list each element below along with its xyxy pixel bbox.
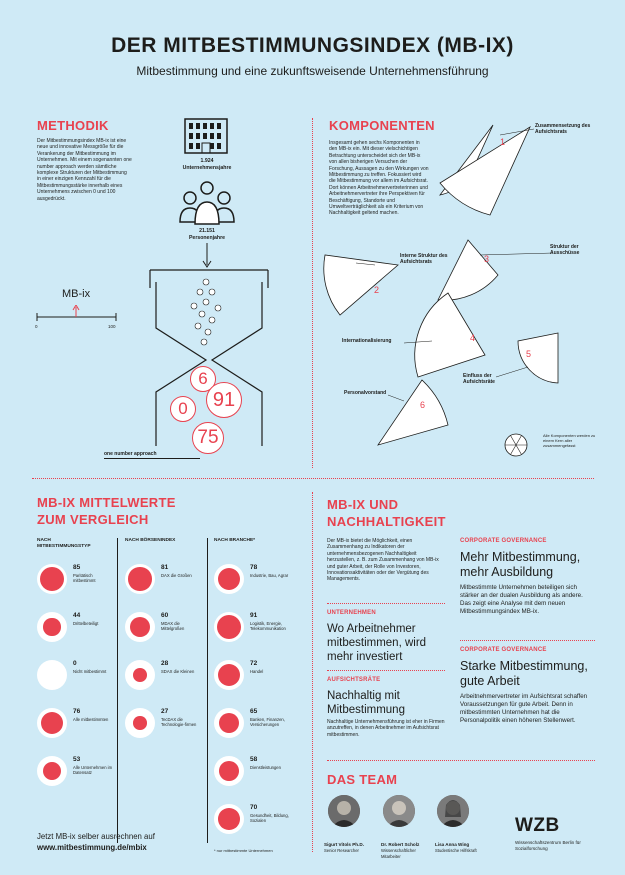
mb-ix-circle [37, 756, 67, 786]
nh-divider-1 [327, 603, 445, 604]
components-legend-text: Alle Komponenten werden zu einem Kern aller zusammengefasst [543, 433, 596, 448]
mb-ix-value: 53 [73, 756, 81, 763]
mb-ix-value: 70 [250, 804, 258, 811]
unternehmensjahre-label: Unternehmensjahre [182, 165, 232, 171]
mb-ix-label: Industrie, Bau, Agrar [250, 573, 289, 578]
component-label-4: Internationalisierung [342, 338, 392, 344]
mb-ix-value: 78 [250, 564, 258, 571]
member-name-3: Lisa Anna Wing [435, 842, 470, 847]
mittelwerte-column-header: NACH MITBESTIMMUNGSTYP [37, 538, 91, 549]
components-legend-icon [505, 434, 527, 456]
mb-ix-dot [130, 617, 150, 637]
components-diagram [320, 115, 610, 460]
mb-ix-label: Handel [250, 669, 264, 674]
divider-horizontal [32, 478, 594, 479]
aufsichtsraete-head: Nachhaltig mit Mitbestimmung [327, 690, 405, 716]
component-label-2: Interne Struktur des Aufsichtsrats [400, 253, 448, 265]
mb-ix-dot [133, 716, 147, 730]
mb-ix-value: 28 [161, 660, 169, 667]
component-label-6: Personalvorstand [344, 390, 387, 396]
team-divider [327, 760, 595, 761]
component-num-5: 5 [526, 349, 532, 359]
scale-axis [34, 305, 122, 335]
column-divider-1 [117, 538, 118, 843]
ball-75: 75 [192, 422, 224, 454]
mittelwerte-row [214, 756, 304, 792]
mb-ix-dot [218, 664, 240, 686]
mittelwerte-column-typ [37, 538, 115, 776]
avatar-scholz [383, 795, 415, 827]
mb-ix-circle [214, 660, 244, 690]
component-num-3: 3 [484, 254, 490, 264]
mittelwerte-row [214, 612, 304, 648]
page-title: DER MITBESTIMMUNGSINDEX (MB-IX) [111, 34, 514, 57]
mittelwerte-footnote: * nur mitbestimmte Unternehmen [214, 848, 273, 853]
ball-91: 91 [206, 382, 242, 418]
mittelwerte-row [125, 708, 205, 744]
divider-vertical-top [312, 118, 313, 468]
member-name-2: Dr. Robert Scholz [381, 842, 420, 847]
mittelwerte-row [37, 756, 115, 792]
unternehmen-label: UNTERNEHMEN [327, 610, 376, 616]
cg2-text: Arbeitnehmervertreter im Aufsichtsrat schaffen Voraussetzungen für gute Arbeit. Denn in mitbestimmten Unternehmen hat die Personalpolitik einen höheren Stellenwert. [460, 693, 588, 724]
nachhaltigkeit-intro: Der MB-ix bietet die Möglichkeit, einen Zusammenhang zu Indikatoren der unternehmensbezogenen Nachhaltigkeit herzustellen, z. B. zum Zusammenhang von MB-ix und guter Arbeit, der Rolle von Investoren, Innovationsaktivitäten oder der Vergütung des Managements. [327, 538, 439, 583]
mb-ix-label: Dienstleistungen [250, 765, 281, 770]
mittelwerte-row [214, 660, 304, 696]
scale-label: MB-ix [62, 288, 91, 300]
mb-ix-dot [133, 668, 147, 682]
mb-ix-value: 0 [73, 660, 77, 667]
component-num-2: 2 [374, 285, 380, 295]
cta-link[interactable]: www.mitbestimmung.de/mbix [37, 843, 147, 852]
component-num-4: 4 [470, 333, 476, 343]
personenjahre-value: 21.151 [199, 228, 215, 234]
mb-ix-value: 76 [73, 708, 81, 715]
mb-ix-dot [219, 713, 240, 734]
scale-min: 0 [35, 324, 38, 329]
mittelwerte-column-boerse [125, 538, 205, 728]
member-name-1: Sigurt Vitols Ph.D. [324, 842, 364, 847]
mb-ix-dot [40, 567, 64, 591]
mb-ix-value: 65 [250, 708, 258, 715]
komponenten-text: Insgesamt gehen sechs Komponenten in den MB-ix ein. Mit dieser vielschichtigen Betrachtung unterscheidet sich der MB-ix von allen bisherigen Versuchen der Forschung, Aussagen zu den Wirkungen von Mitbestimmung zu treffen. Fokussiert wird die Mitbestimmung vor allem im Aufsichtsrat. Dort können Arbeitnehmervertreterinnen und Arbeitnehmervertreter ihre Perspektiven für Beschäftigung, Standorte und Umweltverträglichkeit als ein Kriterium von Nachhaltigkeit geltend machen. [329, 140, 429, 217]
mittelwerte-row [37, 708, 115, 744]
cg2-label: CORPORATE GOVERNANCE [460, 647, 547, 653]
building-icon [183, 117, 231, 157]
mb-ix-dot [43, 762, 62, 781]
mittelwerte-column-header: NACH BÖRSENINDEX [125, 538, 176, 543]
divider-vertical-bottom [312, 492, 313, 852]
mb-ix-label: Drittelbeteiligt [73, 621, 99, 626]
mittelwerte-row [125, 660, 205, 696]
mb-ix-label: SDAX die Kleinen [161, 669, 195, 674]
mb-ix-value: 85 [73, 564, 81, 571]
nachhaltigkeit-heading-2: NACHHALTIGKEIT [327, 514, 446, 529]
mb-ix-dot [217, 615, 242, 640]
cta-text: Jetzt MB-ix selber ausrechnen auf [37, 832, 155, 841]
mittelwerte-row [214, 564, 304, 600]
mb-ix-value: 91 [250, 612, 258, 619]
mb-ix-value: 72 [250, 660, 258, 667]
arrow-down-icon [200, 243, 214, 269]
mb-ix-label: Paritätisch mitbestimmt [73, 573, 96, 584]
unternehmen-head: Wo Arbeitnehmer mitbestimmen, wird mehr investiert [327, 623, 427, 663]
mb-ix-circle [125, 612, 155, 642]
avatar-vitols [328, 795, 360, 827]
component-label-3: Struktur der Ausschüsse [550, 244, 580, 256]
mb-ix-circle [125, 564, 155, 594]
personenjahre-label: Personenjahre [188, 235, 226, 241]
ball-0: 0 [170, 396, 196, 422]
mb-ix-label: Banken, Finanzen, Versicherungen [250, 717, 285, 728]
mittelwerte-column-branche [214, 538, 304, 824]
mittelwerte-heading-1: MB-IX MITTELWERTE [37, 495, 176, 510]
page-subtitle: Mitbestimmung und eine zukunftsweisende Unternehmensführung [136, 64, 489, 78]
mb-ix-value: 27 [161, 708, 169, 715]
mb-ix-label: Gesundheit, Bildung, Sozialen [250, 813, 289, 824]
cg1-label: CORPORATE GOVERNANCE [460, 538, 547, 544]
mb-ix-circle [37, 708, 67, 738]
mb-ix-label: Alle Unternehmen im Datensatz [73, 765, 113, 776]
team-heading: DAS TEAM [327, 772, 398, 787]
mb-ix-circle [214, 708, 244, 738]
mb-ix-circle [214, 756, 244, 786]
unternehmensjahre-value: 1.924 [200, 158, 214, 164]
mb-ix-dot [218, 808, 240, 830]
mb-ix-circle [214, 612, 244, 642]
mb-ix-circle [214, 564, 244, 594]
methodik-heading: METHODIK [37, 118, 109, 133]
methodik-text: Der Mitbestimmungsindex MB-ix ist eine neue und innovative Messgröße für die Verankerung der Mitbestimmung im Unternehmen. Mit einem sogenannten one number approach werden sämtliche komplexe Strukturen der Mitbestimmung in einer einzigen Kennzahl für die Mitbestimmungsstärke innerhalb eines Unternehmens zwischen 0 und 100 ausgedrückt. [37, 138, 132, 202]
mb-ix-value: 81 [161, 564, 169, 571]
mb-ix-dot [43, 618, 60, 635]
mb-ix-label: DAX die Großen [161, 573, 192, 578]
wzb-logo: WZB [515, 815, 560, 836]
mittelwerte-row [125, 564, 205, 600]
approach-label: one number approach [104, 451, 157, 457]
mb-ix-circle [214, 804, 244, 834]
mittelwerte-row [214, 804, 304, 840]
cg1-text: Mitbestimmte Unternehmen beteiligen sich stärker an der dualen Ausbildung als andere. Das zeigt eine Analyse mit dem neuen Mitbestimmungsindex MB-ix. [460, 584, 583, 615]
cg2-head: Starke Mitbestimmung, gute Arbeit [460, 659, 588, 688]
mb-ix-circle [125, 660, 155, 690]
mb-ix-dot [218, 568, 241, 591]
mb-ix-label: MDAX die Mittelgroßen [161, 621, 185, 632]
component-label-1: Zusammensetzung des Aufsichtsrats [535, 123, 591, 135]
nh-divider-2 [327, 670, 445, 671]
mb-ix-label: Nicht mitbestimmt [73, 669, 107, 674]
mb-ix-value: 58 [250, 756, 258, 763]
nachhaltigkeit-heading-1: MB-IX UND [327, 497, 399, 512]
mittelwerte-row [214, 708, 304, 744]
component-label-5: Einfluss der Aufsichtsräte [463, 373, 495, 385]
mb-ix-circle [37, 612, 67, 642]
mittelwerte-row [125, 612, 205, 648]
mb-ix-dot [128, 567, 151, 590]
people-icon [178, 180, 236, 228]
member-role-2: Wissenschaftlicher Mitarbeiter [381, 848, 416, 859]
mb-ix-label: TecDAX die Technologie-firmen [161, 717, 197, 728]
aufsichtsraete-label: AUFSICHTSRÄTE [327, 677, 381, 683]
mb-ix-label: Logistik, Energie, Telekommunikation [250, 621, 286, 632]
ball-6: 6 [190, 366, 216, 392]
mb-ix-dot [219, 761, 239, 781]
nh-divider-3 [460, 640, 595, 641]
column-divider-2 [207, 538, 208, 843]
member-role-3: Studentische Hilfskraft [435, 848, 477, 853]
mb-ix-circle [125, 708, 155, 738]
mb-ix-value: 44 [73, 612, 81, 619]
approach-underline [104, 458, 200, 459]
scale-max: 100 [108, 324, 116, 329]
mb-ix-circle [37, 564, 67, 594]
wzb-name: Wissenschaftszentrum Berlin für Sozialforschung [515, 840, 581, 851]
mittelwerte-row [37, 564, 115, 600]
mb-ix-circle [37, 660, 67, 690]
mittelwerte-column-header: NACH BRANCHE* [214, 538, 256, 543]
mittelwerte-row [37, 612, 115, 648]
mb-ix-dot [41, 712, 64, 735]
aufsichtsraete-text: Nachhaltige Unternehmensführung ist eher in Firmen anzutreffen, in denen Arbeitnehmer im Aufsichtsrat mitbestimmen. [327, 719, 445, 738]
component-num-1: 1 [500, 137, 506, 147]
cg1-head: Mehr Mitbestimmung, mehr Ausbildung [460, 550, 581, 579]
komponenten-heading: KOMPONENTEN [329, 118, 435, 133]
mittelwerte-row [37, 660, 115, 696]
mb-ix-label: Alle mitbestimmten [73, 717, 109, 722]
mb-ix-value: 60 [161, 612, 169, 619]
mittelwerte-heading-2: ZUM VERGLEICH [37, 512, 149, 527]
avatar-wing [437, 795, 469, 827]
member-role-1: Senior Researcher [324, 848, 359, 853]
component-num-6: 6 [420, 400, 426, 410]
